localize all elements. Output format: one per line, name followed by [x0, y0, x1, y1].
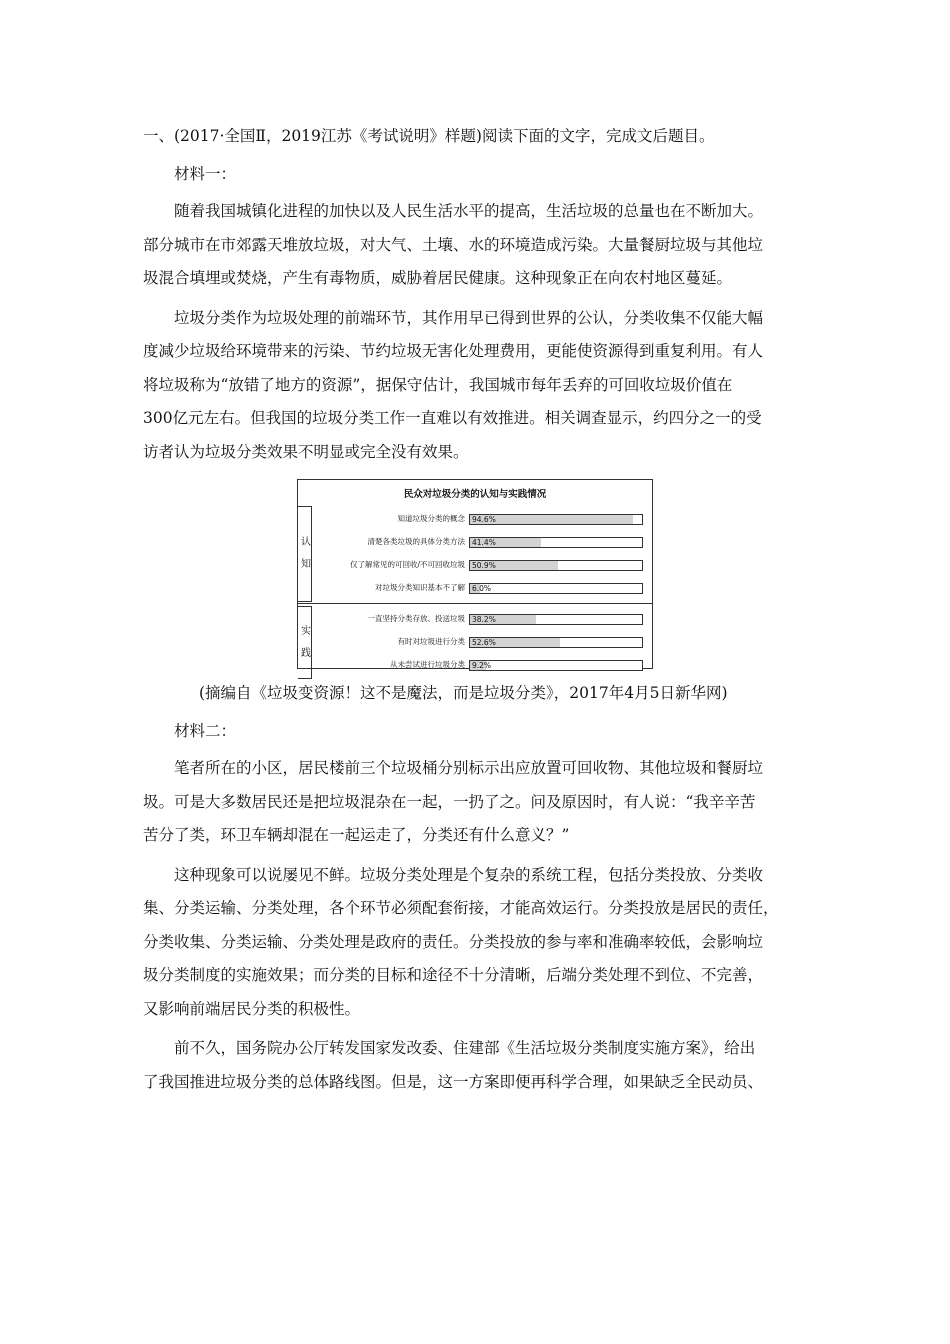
- m2-paragraph-1: [143, 752, 823, 853]
- text-line: 前不久，国务院办公厅转发国家发改委、住建部《生活垃圾分类制度实施方案》，给出: [174, 1039, 756, 1057]
- chart-category-label: 对垃圾分类知识基本不了解: [375, 583, 465, 592]
- text-line: 分类收集、分类运输、分类处理是政府的责任。分类投放的参与率和准确率较低，会影响垃: [143, 932, 764, 951]
- survey-bar-chart: [297, 479, 653, 669]
- question-heading: 一、(2017·全国Ⅱ，2019江苏《考试说明》样题)阅读下面的文字，完成文后题目。: [143, 127, 715, 145]
- text-line: 这种现象可以说屡见不鲜。垃圾分类处理是个复杂的系统工程，包括分类投放、分类收: [174, 865, 764, 884]
- text-line: 又影响前端居民分类的积极性。: [143, 999, 361, 1018]
- m1-paragraph-1: [143, 195, 823, 296]
- chart-group-label: 认 知: [301, 537, 311, 570]
- chart-bar-frame: [469, 583, 643, 594]
- chart-bar-frame: [469, 514, 643, 525]
- chart-category-label: 知道垃圾分类的概念: [397, 514, 465, 523]
- chart-data-label: 50.9%: [472, 561, 496, 570]
- text-line: 集、分类运输、分类处理，各个环节必须配套衔接，才能高效运行。分类投放是居民的责任，: [143, 899, 779, 917]
- text-line: 访者认为垃圾分类效果不明显或完全没有效果。: [143, 442, 469, 461]
- m2-paragraph-3: [143, 1032, 823, 1099]
- chart-data-label: 41.4%: [472, 538, 496, 547]
- chart-bar-frame: [469, 614, 643, 625]
- chart-data-label: 6.0%: [472, 584, 492, 593]
- source-citation: (摘编自《垃圾变资源！这不是魔法，而是垃圾分类》，2017年4月5日新华网): [199, 684, 728, 702]
- chart-data-label: 38.2%: [472, 615, 496, 624]
- material-two-label: 材料二：: [174, 721, 237, 740]
- text-line: 垃圾分类作为垃圾处理的前端环节，其作用早已得到世界的公认，分类收集不仅能大幅: [174, 308, 764, 327]
- chart-category-label: 从未尝试进行垃圾分类: [390, 660, 465, 669]
- text-line: 300亿元左右。但我国的垃圾分类工作一直难以有效推进。相关调查显示，约四分之一的受: [143, 409, 762, 427]
- m1-paragraph-2: [143, 302, 823, 470]
- text-line: 部分城市在市郊露天堆放垃圾，对大气、土壤、水的环境造成污染。大量餐厨垃圾与其他垃: [143, 235, 764, 254]
- chart-category-label: 一直坚持分类存放、投送垃圾: [367, 614, 465, 623]
- text-line: 苦分了类，环卫车辆却混在一起运走了，分类还有什么意义？”: [143, 826, 570, 844]
- text-line: 随着我国城镇化进程的加快以及人民生活水平的提高，生活垃圾的总量也在不断加大。: [174, 202, 764, 220]
- text-line: 笔者所在的小区，居民楼前三个垃圾桶分别标示出应放置可回收物、其他垃圾和餐厨垃: [174, 759, 764, 777]
- chart-bar-frame: [469, 560, 643, 571]
- text-line: 了我国推进垃圾分类的总体路线图。但是，这一方案即便再科学合理，如果缺乏全民动员、: [143, 1072, 764, 1091]
- text-line: 圾混合填埋或焚烧，产生有毒物质，威胁着居民健康。这种现象正在向农村地区蔓延。: [143, 269, 733, 287]
- chart-group-label: 实 践: [301, 625, 311, 659]
- text-line: 圾分类制度的实施效果；而分类的目标和途径不十分清晰，后端分类处理不到位、不完善，: [143, 966, 764, 984]
- chart-category-label: 有时对垃圾进行分类: [397, 637, 465, 646]
- material-one-label: 材料一：: [174, 164, 237, 183]
- chart-data-label: 52.6%: [472, 638, 496, 647]
- text-line: 将垃圾称为“放错了地方的资源”，据保守估计，我国城市每年丢弃的可回收垃圾价值在: [143, 375, 733, 394]
- chart-category-label: 清楚各类垃圾的具体分类方法: [367, 537, 465, 546]
- chart-category-label: 仅了解常见的可回收/不可回收垃圾: [349, 560, 465, 569]
- text-line: 圾。可是大多数居民还是把垃圾混杂在一起，一扔了之。问及原因时，有人说：“我辛辛苦: [143, 792, 756, 811]
- chart-group-separator: [298, 603, 652, 604]
- chart-data-label: 94.6%: [472, 515, 496, 524]
- chart-bar-frame: [469, 660, 643, 671]
- chart-title: 民众对垃圾分类的认知与实践情况: [403, 489, 547, 500]
- chart-bar-frame: [469, 537, 643, 548]
- chart-data-label: 9.2%: [472, 661, 492, 670]
- m2-paragraph-2: [143, 859, 823, 1027]
- chart-bar-frame: [469, 637, 643, 648]
- text-line: 度减少垃圾给环境带来的污染、节约垃圾无害化处理费用，更能使资源得到重复利用。有人: [143, 342, 764, 360]
- document-page: [143, 120, 823, 1105]
